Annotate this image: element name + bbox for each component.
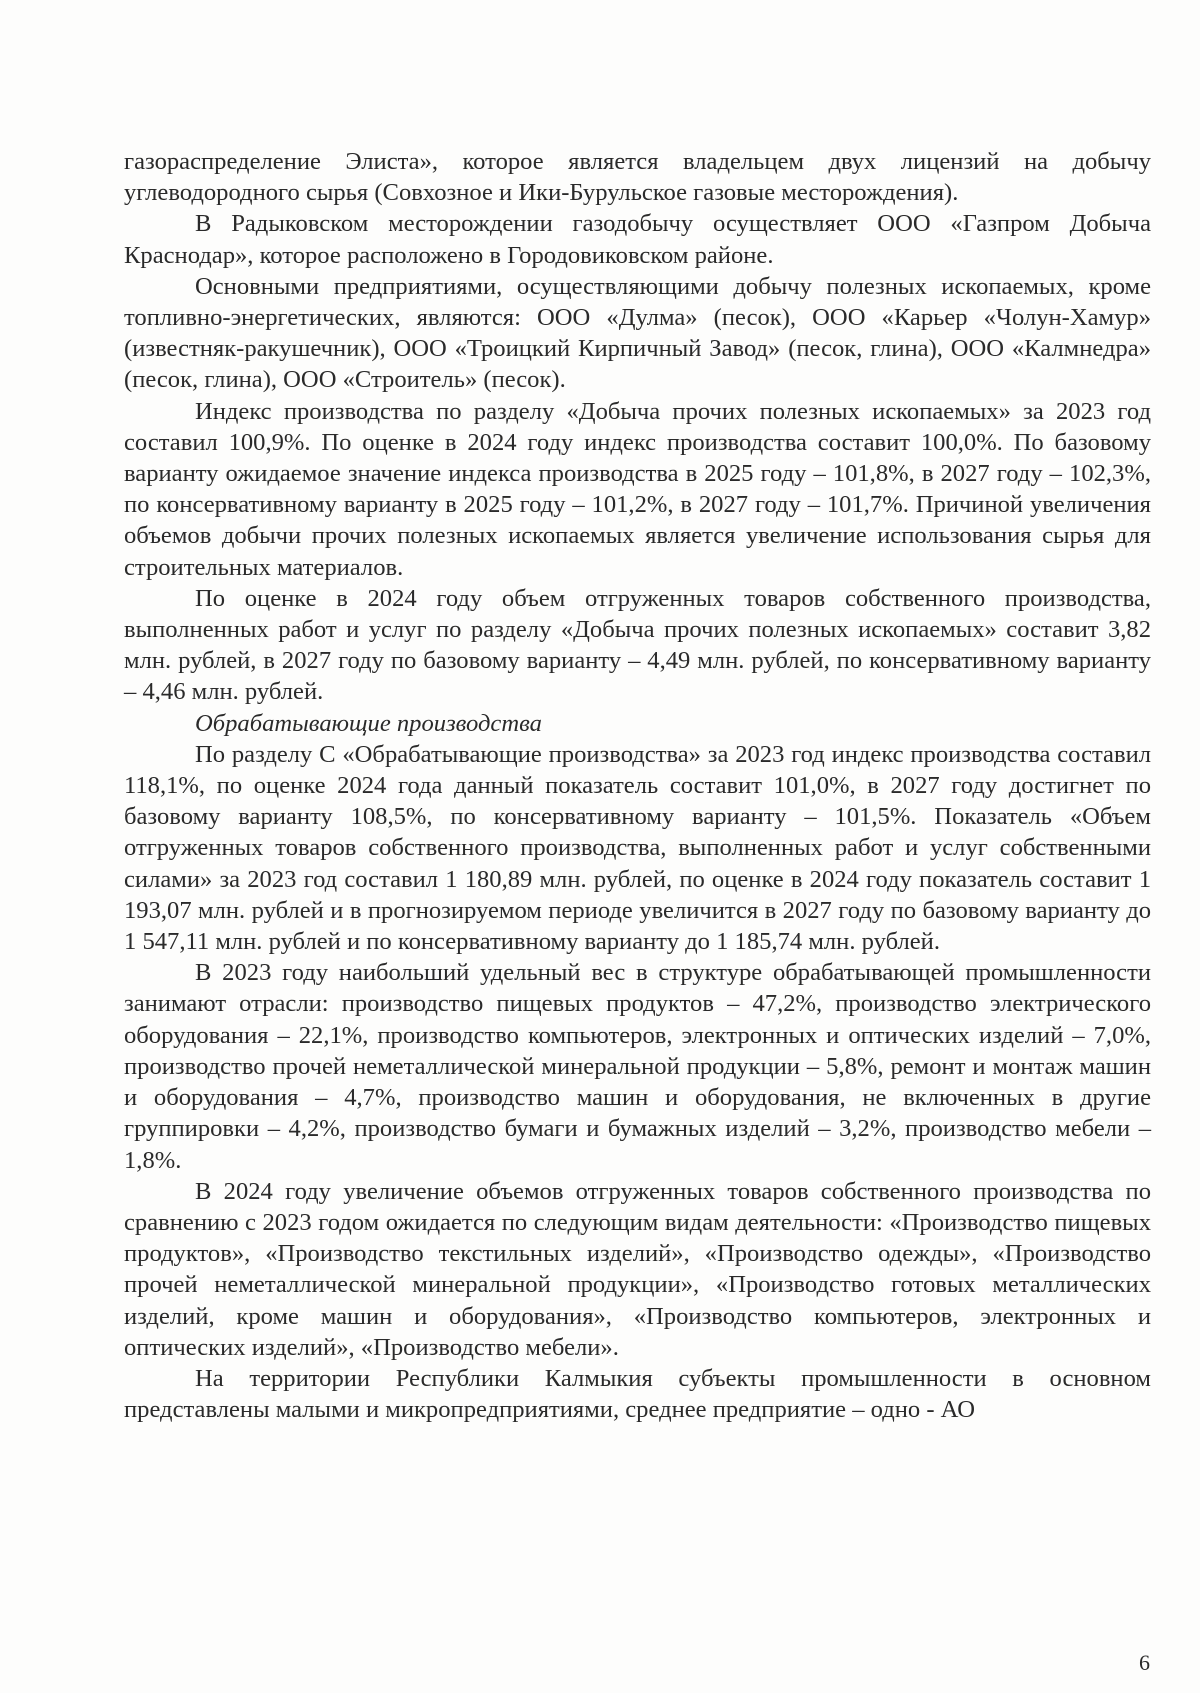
page-number: 6: [1139, 1650, 1150, 1675]
paragraph-gas-distribution: газораспределение Элиста», которое является владельцем двух лицензий на добычу углеводородного сырья (Совхозное и Ики-Бурульское газовые месторождения).: [124, 148, 1151, 207]
body-text: [124, 146, 1151, 1425]
paragraph-kalmykia-enterprises: На территории Республики Калмыкия субъекты промышленности в основном представлены малыми и микропредприятиями, среднее предприятие – одно - АО: [124, 1364, 1151, 1424]
section-heading-manufacturing: Обрабатывающие производства: [195, 709, 542, 737]
paragraph-2024-increase: В 2024 году увеличение объемов отгруженных товаров собственного производства по сравнению с 2023 годом ожидается по следующим видам деятельности: «Производство пищевых продуктов», «Производство текстильных изделий», «Производство одежды», «Производство прочей неметаллической минеральной продукции», «Производство готовых металлических изделий, кроме машин и оборудования», «Производство компьютеров, электронных и оптических изделий», «Производство мебели».: [124, 1177, 1151, 1361]
paragraph-production-index: Индекс производства по разделу «Добыча прочих полезных ископаемых» за 2023 год составил 100,9%. По оценке в 2024 году индекс производства составит 100,0%. По базовому варианту ожидаемое значение индекса производства в 2025 году – 101,8%, в 2027 году – 102,3%, по консервативному варианту в 2025 году – 101,2%, в 2027 году – 101,7%. Причиной увеличения объемов добычи прочих полезных ископаемых является увеличение использования сырья для строительных материалов.: [124, 397, 1151, 581]
paragraph-section-c: По разделу С «Обрабатывающие производства» за 2023 год индекс производства составил 118,1%, по оценке 2024 года данный показатель составит 101,0%, в 2027 году достигнет по базовому варианту 108,5%, по консервативному варианту – 101,5%. Показатель «Объем отгруженных товаров собственного производства, выполненных работ и услуг собственными силами» за 2023 год составил 1 180,89 млн. рублей, по оценке в 2024 году показатель составит 1 193,07 млн. рублей и в прогнозируемом периоде увеличится в 2027 году по базовому варианту до 1 547,11 млн. рублей и по консервативному варианту до 1 185,74 млн. рублей.: [124, 740, 1151, 956]
paragraph-radykovskoe-field: В Радыковском месторождении газодобычу осуществляет ООО «Газпром Добыча Краснодар», которое расположено в Городовиковском районе.: [124, 210, 1151, 269]
paragraph-shipped-goods: По оценке в 2024 году объем отгруженных товаров собственного производства, выполненных работ и услуг по разделу «Добыча прочих полезных ископаемых» составит 3,82 млн. рублей, в 2027 году по базовому варианту – 4,49 млн. рублей, по консервативному варианту – 4,46 млн. рублей.: [124, 584, 1151, 706]
paragraph-main-enterprises: Основными предприятиями, осуществляющими добычу полезных ископаемых, кроме топливно-энергетических, являются: ООО «Дулма» (песок), ООО «Карьер «Чолун-Хамур» (известняк-ракушечник), ООО «Троицкий Кирпичный Завод» (песок, глина), ООО «Калмнедра» (песок, глина), ООО «Строитель» (песок).: [124, 272, 1151, 394]
paragraph-industry-structure: В 2023 году наибольший удельный вес в структуре обрабатывающей промышленности занимают отрасли: производство пищевых продуктов – 47,2%, производство электрического оборудования – 22,1%, производство компьютеров, электронных и оптических изделий – 7,0%, производство прочей неметаллической минеральной продукции – 5,8%, ремонт и монтаж машин и оборудования – 4,7%, производство машин и оборудования, не включенных в другие группировки – 4,2%, производство бумаги и бумажных изделий – 3,2%, производство мебели – 1,8%.: [124, 959, 1151, 1174]
